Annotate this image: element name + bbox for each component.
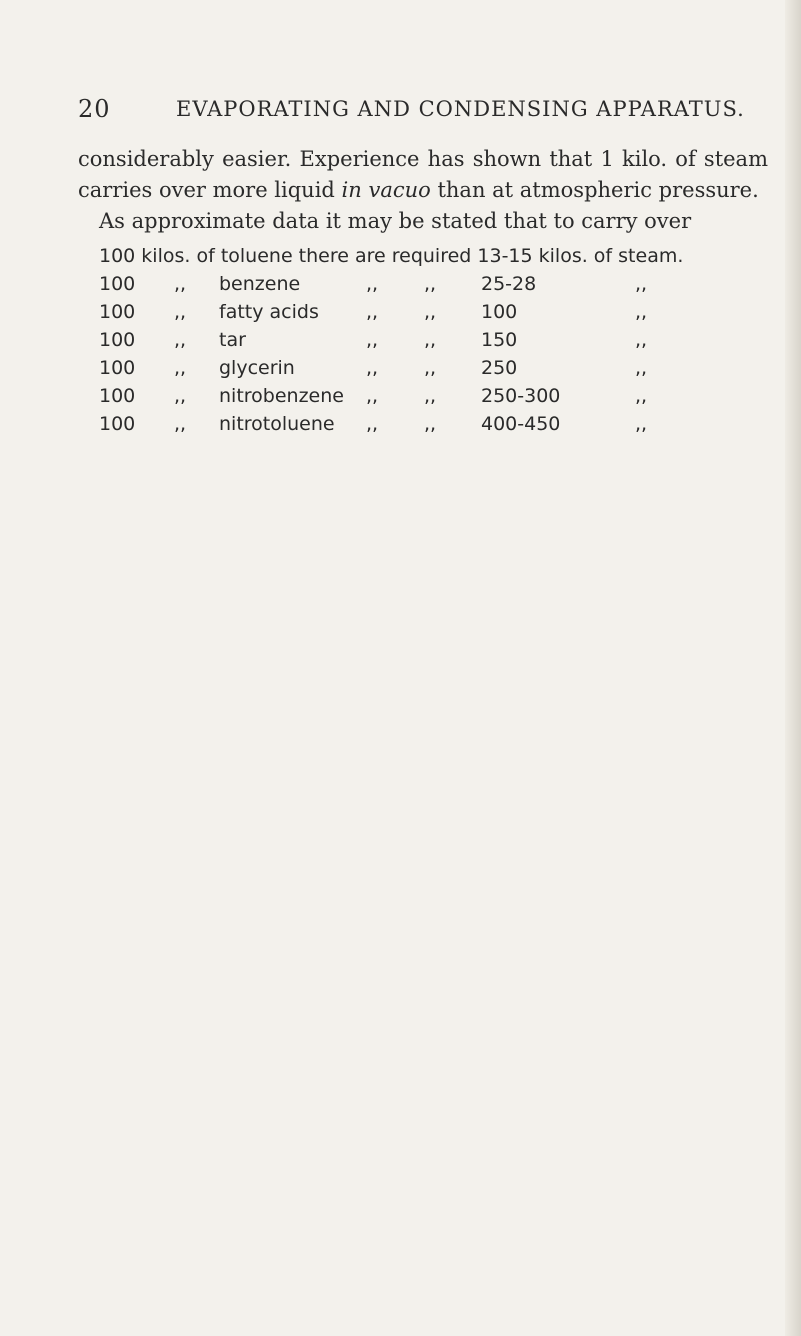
ditto-mark: ,,	[635, 357, 648, 379]
ditto-mark: ,,	[174, 329, 187, 351]
ditto-mark: ,,	[635, 329, 648, 351]
quantity-cell: 100	[99, 273, 136, 295]
ditto-mark: ,,	[174, 385, 187, 407]
ditto-mark: ,,	[424, 357, 437, 379]
ditto-mark: ,,	[635, 301, 648, 323]
ditto-mark: ,,	[366, 301, 379, 323]
body-paragraph	[78, 144, 768, 237]
substance-cell: glycerin	[219, 357, 295, 379]
ditto-mark: ,,	[366, 273, 379, 295]
page-edge-shadow	[785, 0, 801, 1336]
table-row	[99, 357, 769, 385]
quantity-cell: 100	[99, 301, 136, 323]
line2-after: than at atmospheric pressure.	[430, 178, 759, 202]
ditto-mark: ,,	[174, 273, 187, 295]
page-number: 20	[78, 95, 111, 123]
ditto-mark: ,,	[174, 301, 187, 323]
ditto-mark: ,,	[424, 413, 437, 435]
ditto-mark: ,,	[424, 329, 437, 351]
ditto-mark: ,,	[635, 385, 648, 407]
steam-amount-cell: 25-28	[481, 273, 537, 295]
steam-data-table	[99, 245, 769, 441]
steam-amount-cell: 250	[481, 357, 518, 379]
paragraph-line-1: considerably easier. Experience has shown that 1 kilo. of steam	[78, 147, 768, 171]
substance-cell: fatty acids	[219, 301, 319, 323]
table-first-row: 100 kilos. of toluene there are required 13-15 kilos. of steam.	[99, 245, 684, 267]
running-title: EVAPORATING AND CONDENSING APPARATUS.	[176, 97, 745, 121]
ditto-mark: ,,	[635, 273, 648, 295]
substance-cell: tar	[219, 329, 246, 351]
italic-phrase: in vacuo	[341, 178, 431, 202]
ditto-mark: ,,	[174, 413, 187, 435]
ditto-mark: ,,	[424, 385, 437, 407]
quantity-cell: 100	[99, 413, 136, 435]
ditto-mark: ,,	[635, 413, 648, 435]
quantity-cell: 100	[99, 385, 136, 407]
substance-cell: nitrotoluene	[219, 413, 335, 435]
ditto-mark: ,,	[366, 413, 379, 435]
ditto-mark: ,,	[366, 329, 379, 351]
table-row	[99, 273, 769, 301]
paragraph-line-3: As approximate data it may be stated that to carry over	[99, 209, 692, 233]
ditto-mark: ,,	[366, 357, 379, 379]
steam-amount-cell: 100	[481, 301, 518, 323]
steam-amount-cell: 150	[481, 329, 518, 351]
paragraph-line-2	[78, 175, 768, 206]
substance-cell: benzene	[219, 273, 301, 295]
substance-cell: nitrobenzene	[219, 385, 344, 407]
steam-amount-cell: 400-450	[481, 413, 561, 435]
table-row	[99, 385, 769, 413]
ditto-mark: ,,	[174, 357, 187, 379]
table-row	[99, 301, 769, 329]
quantity-cell: 100	[99, 329, 136, 351]
line2-before: carries over more liquid	[78, 178, 342, 202]
table-rows	[99, 273, 769, 441]
table-row	[99, 329, 769, 357]
ditto-mark: ,,	[424, 273, 437, 295]
steam-amount-cell: 250-300	[481, 385, 561, 407]
table-row	[99, 413, 769, 441]
quantity-cell: 100	[99, 357, 136, 379]
ditto-mark: ,,	[424, 301, 437, 323]
ditto-mark: ,,	[366, 385, 379, 407]
